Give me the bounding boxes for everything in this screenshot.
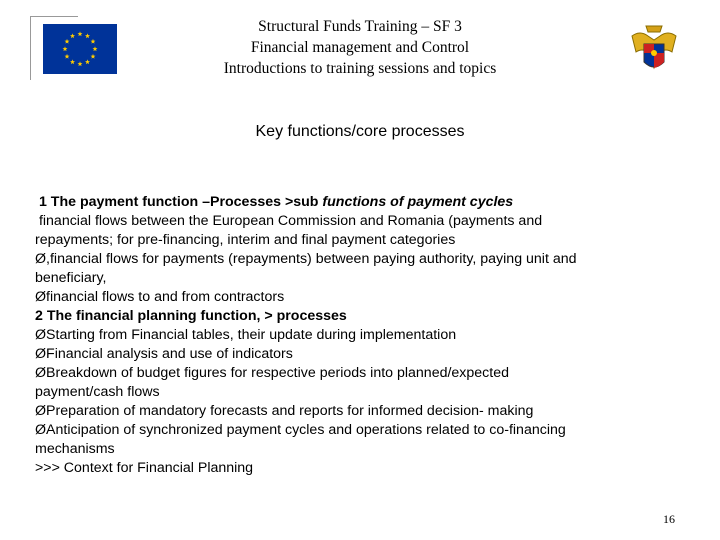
corner-decoration <box>30 16 31 80</box>
eu-star-icon <box>63 46 68 51</box>
header-line-3: Introductions to training sessions and topics <box>223 60 497 77</box>
slide-subtitle: Key functions/core processes <box>255 123 465 140</box>
eu-star-icon <box>70 33 75 38</box>
eu-star-icon <box>65 54 70 59</box>
body-line: Ø,financial flows for payments (repayments) between paying authority, paying unit and <box>35 251 577 267</box>
slide-body <box>35 193 685 478</box>
body-line: payment/cash flows <box>35 384 160 400</box>
body-line: ØPreparation of mandatory forecasts and reports for informed decision- making <box>35 403 534 419</box>
section-2-heading: 2 The financial planning function, > processes <box>35 308 347 324</box>
section-1-heading: 1 The payment function –Processes >sub <box>38 194 323 210</box>
eu-star-icon <box>78 31 83 36</box>
body-line: mechanisms <box>35 441 115 457</box>
section-1-heading-italic: functions of payment cycles <box>322 194 514 210</box>
eu-star-icon <box>85 33 90 38</box>
body-line: repayments; for pre-financing, interim and final payment categories <box>35 232 456 248</box>
romania-coat-of-arms-icon <box>626 22 682 78</box>
header-line-2: Financial management and Control <box>250 39 470 56</box>
body-line: >>> Context for Financial Planning <box>35 460 254 476</box>
header-line-1: Structural Funds Training – SF 3 <box>258 18 462 35</box>
eu-star-icon <box>93 46 98 51</box>
body-line: Øfinancial flows to and from contractors <box>35 289 285 305</box>
eu-star-icon <box>85 59 90 64</box>
body-text: financial flows between the European Commission and Romania (payments and <box>38 213 543 229</box>
corner-decoration-h <box>30 16 78 17</box>
body-line <box>35 193 685 212</box>
body-line: ØFinancial analysis and use of indicators <box>35 346 293 362</box>
page-number: 16 <box>663 512 675 526</box>
body-line: beneficiary, <box>35 270 107 286</box>
body-line: ØAnticipation of synchronized payment cycles and operations related to co-financing <box>35 422 566 438</box>
eu-star-icon <box>91 54 96 59</box>
eu-star-icon <box>65 39 70 44</box>
body-line: ØStarting from Financial tables, their update during implementation <box>35 327 457 343</box>
eu-star-icon <box>70 59 75 64</box>
slide-header <box>150 16 570 79</box>
body-line: ØBreakdown of budget figures for respective periods into planned/expected <box>35 365 509 381</box>
body-line <box>35 212 685 231</box>
eu-star-icon <box>91 39 96 44</box>
eu-flag-icon <box>43 24 117 74</box>
eu-star-icon <box>78 61 83 66</box>
